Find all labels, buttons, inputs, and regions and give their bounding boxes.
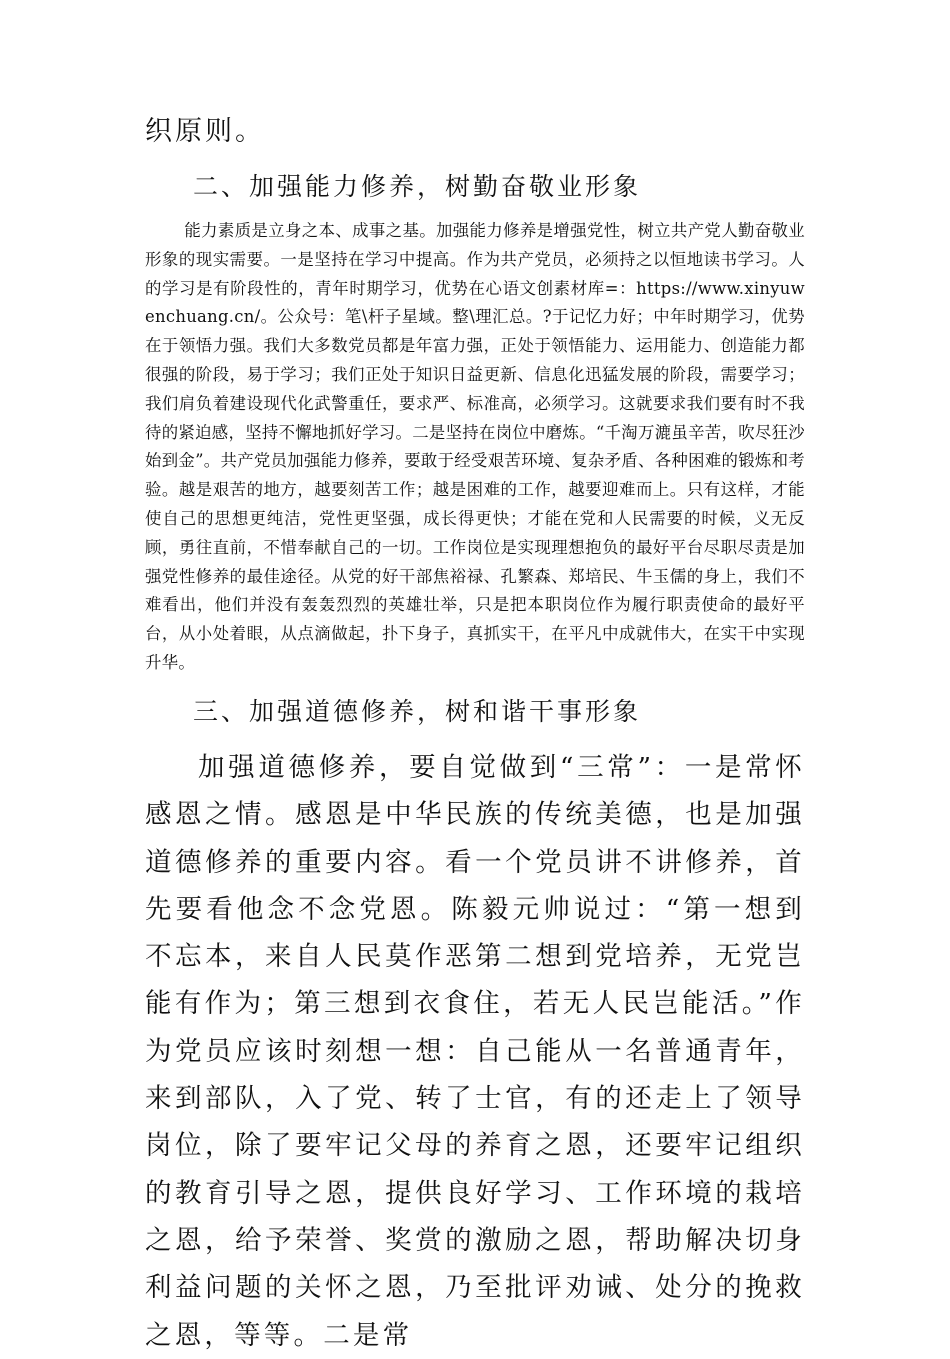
section-paragraph-morality: 加强道德修养，要自觉做到“三常”：一是常怀感恩之情。感恩是中华民族的传统美德，也是加强道德修养的重要内容。看一个党员讲不讲修养，首先要看他念不念党恩。陈毅元帅说过：“第一想到不忘本，来自人民莫作恶第二想到党培养，无党岂能有作为；第三想到衣食住，若无人民岂能活。”作为党员应该时刻想一想：自己能从一名普通青年，来到部队，入了党、转了士官，有的还走上了领导岗位，除了要牢记父母的养育之恩，还要牢记组织的教育引导之恩，提供良好学习、工作环境的栽培之恩，给予荣誉、奖赏的激励之恩，帮助解决切身利益问题的关怀之恩，乃至批评劝诫、处分的挽救之恩，等等。二是常	[145, 752, 805, 1351]
section-paragraph-ability: 能力素质是立身之本、成事之基。加强能力修养是增强党性，树立共产党人勤奋敬业形象的现实需要。一是坚持在学习中提高。作为共产党员，必须持之以恒地读书学习。人的学习是有阶段性的，青年时期学习，优势在心语文创素材库=：https://www.xinyuwenchuang.cn/。公众号：笔\杆子星域。整\理汇总。?于记忆力好；中年时期学习，优势在于领悟力强。我们大多数党员都是年富力强，正处于领悟能力、运用能力、创造能力都很强的阶段，易于学习；我们正处于知识日益更新、信息化迅猛发展的阶段，需要学习；我们肩负着建设现代化武警重任，要求严、标准高，必须学习。这就要求我们要有时不我待的紧迫感，坚持不懈地抓好学习。二是坚持在岗位中磨炼。“千淘万漉虽辛苦，吹尽狂沙始到金”。共产党员加强能力修养，要敢于经受艰苦环境、复杂矛盾、各种困难的锻炼和考验。越是艰苦的地方，越要刻苦工作；越是困难的工作，越要迎难而上。只有这样，才能使自己的思想更纯洁，党性更坚强，成长得更快；才能在党和人民需要的时候，义无反顾，勇往直前，不惜奉献自己的一切。工作岗位是实现理想抱负的最好平台尽职尽责是加强党性修养的最佳途径。从党的好干部焦裕禄、孔繁森、郑培民、牛玉儒的身上，我们不难看出，他们并没有轰轰烈烈的英雄壮举，只是把本职岗位作为履行职责使命的最好平台，从小处着眼，从点滴做起，扑下身子，真抓实干，在平凡中成就伟大，在实干中实现升华。	[145, 221, 805, 672]
section-heading-morality: 三、加强道德修养，树和谐干事形象	[193, 697, 642, 726]
continuation-text: 织原则。	[145, 116, 265, 147]
section-heading-ability: 二、加强能力修养，树勤奋敬业形象	[193, 172, 642, 201]
